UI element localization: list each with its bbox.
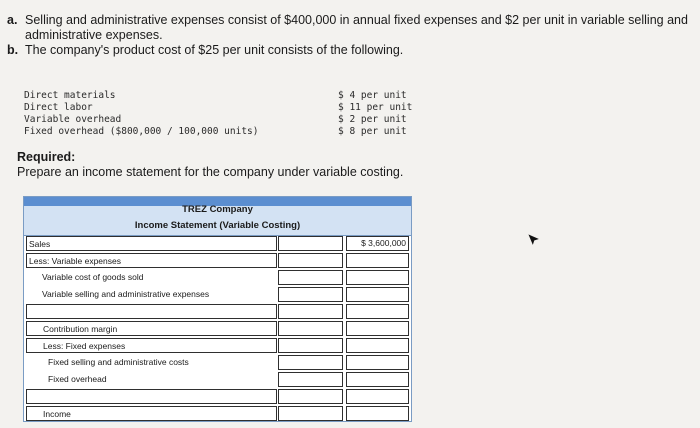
row-amount-input[interactable]: [278, 270, 343, 285]
row-amount-input[interactable]: [278, 287, 343, 302]
table-row: [24, 269, 411, 286]
row-amount-input[interactable]: [278, 338, 343, 353]
cost-label: Variable overhead: [24, 114, 122, 125]
cost-value: $ 2 per unit: [338, 114, 407, 125]
table-row: [24, 320, 411, 337]
row-label-input[interactable]: Less: Variable expenses: [26, 253, 277, 268]
company-name: TREZ Company: [182, 204, 253, 215]
row-total-input[interactable]: [346, 321, 409, 336]
cost-row: [24, 90, 414, 102]
intro-a-text: Selling and administrative expenses consist of $400,000 in annual fixed expenses and $2 per unit in variable selling and administrative expenses.: [25, 13, 688, 42]
row-label-input[interactable]: Income: [26, 406, 277, 421]
income-statement-table: [23, 196, 412, 422]
row-total-input[interactable]: [346, 287, 409, 302]
row-label-input[interactable]: Contribution margin: [26, 321, 277, 336]
cost-row: [24, 126, 414, 138]
row-label: Fixed overhead: [48, 374, 107, 384]
intro-a-label: a.: [7, 13, 18, 27]
intro-item-b: [7, 43, 697, 58]
required-text: Prepare an income statement for the company under variable costing.: [17, 165, 404, 179]
row-total-input[interactable]: [346, 253, 409, 268]
table-row: [24, 235, 411, 252]
required-section: [17, 150, 403, 180]
row-label: Fixed selling and administrative costs: [48, 357, 189, 367]
table-row: [24, 252, 411, 269]
problem-intro: [7, 13, 697, 58]
row-label-input[interactable]: [26, 389, 277, 404]
row-total-input[interactable]: [346, 355, 409, 370]
row-total-input[interactable]: [346, 406, 409, 421]
row-label-input[interactable]: Less: Fixed expenses: [26, 338, 277, 353]
table-row: [24, 337, 411, 354]
row-total-input[interactable]: [346, 304, 409, 319]
row-total-input[interactable]: $ 3,600,000: [346, 236, 409, 251]
row-total-input[interactable]: [346, 270, 409, 285]
cost-row: [24, 114, 414, 126]
cost-label: Fixed overhead ($800,000 / 100,000 units): [24, 126, 259, 137]
row-amount-input[interactable]: [278, 304, 343, 319]
cost-label: Direct materials: [24, 90, 116, 101]
row-label: Variable cost of goods sold: [42, 272, 144, 282]
cost-value: $ 4 per unit: [338, 90, 407, 101]
product-cost-list: [24, 90, 414, 138]
row-label-input[interactable]: [26, 304, 277, 319]
row-amount-input[interactable]: [278, 389, 343, 404]
table-row: [24, 388, 411, 405]
row-label: Variable selling and administrative expenses: [42, 289, 210, 299]
row-label-input[interactable]: Sales: [26, 236, 277, 251]
table-row: [24, 405, 411, 422]
row-amount-input[interactable]: [278, 406, 343, 421]
cost-value: $ 11 per unit: [338, 102, 413, 113]
table-row: [24, 303, 411, 320]
row-total-input[interactable]: [346, 338, 409, 353]
table-row: [24, 371, 411, 388]
table-row: [24, 286, 411, 303]
row-amount-input[interactable]: [278, 321, 343, 336]
row-amount-input[interactable]: [278, 236, 343, 251]
table-row: [24, 354, 411, 371]
cost-label: Direct labor: [24, 102, 93, 113]
intro-b-text: The company's product cost of $25 per unit consists of the following.: [25, 43, 404, 57]
row-amount-input[interactable]: [278, 355, 343, 370]
row-amount-input[interactable]: [278, 372, 343, 387]
cost-row: [24, 102, 414, 114]
statement-title: Income Statement (Variable Costing): [134, 220, 301, 231]
row-amount-input[interactable]: [278, 253, 343, 268]
table-header: [24, 197, 411, 236]
intro-b-label: b.: [7, 43, 19, 57]
mouse-pointer-icon: [527, 233, 541, 247]
row-total-input[interactable]: [346, 372, 409, 387]
row-total-input[interactable]: [346, 389, 409, 404]
required-heading: Required:: [17, 150, 76, 164]
cost-value: $ 8 per unit: [338, 126, 407, 137]
intro-item-a: [7, 13, 697, 43]
